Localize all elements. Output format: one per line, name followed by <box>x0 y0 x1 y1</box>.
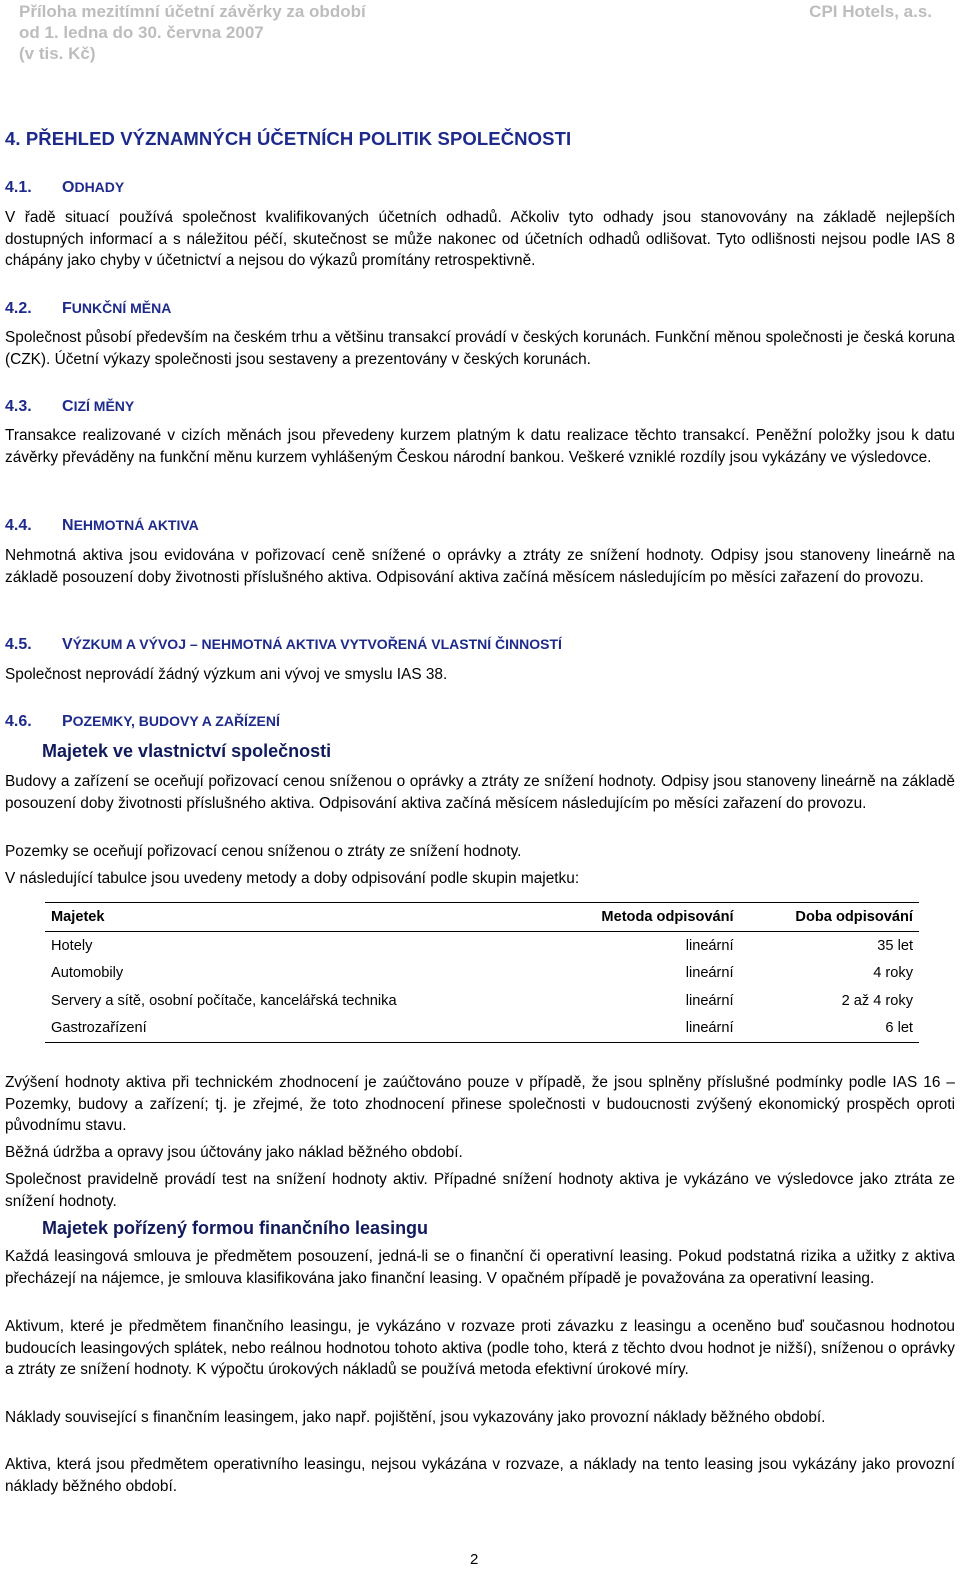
subheading-finance-lease: Majetek pořízený formou finančního leasingu <box>42 1218 429 1238</box>
cell-period: 35 let <box>877 937 913 954</box>
paragraph-4-3: Transakce realizované v cizích měnách jsou převedeny kurzem platným k datu realizace těchto transakcí. Peněžní položky jsou k datu závěrky převáděny na funkční měnu kurzem vyhlášeným Českou národní bankou. Veškeré vzniklé rozdíly jsou vykázány ve výsledovce. <box>5 427 955 466</box>
cell-period: 6 let <box>740 1015 919 1043</box>
header-title-line3: (v tis. Kč) <box>19 44 96 63</box>
heading-initial: N <box>62 517 74 534</box>
paragraph-4-6-10: Aktiva, která jsou předmětem operativního leasingu, nejsou vykázána v rozvaze, a náklady na tento leasing jsou vykázány jako provozní náklady běžného období. <box>5 1456 955 1495</box>
heading-number: 4.2. <box>5 300 32 317</box>
heading-4-5 <box>5 636 562 654</box>
cell-period: 2 až 4 roky <box>841 992 913 1009</box>
heading-4-1 <box>5 179 124 197</box>
paragraph-4-4: Nehmotná aktiva jsou evidována v pořizovací ceně snížené o oprávky a ztráty ze snížení hodnoty. Odpisy jsou stanoveny lineárně na základě posouzení doby životnosti příslušného aktiva. Odpisování aktiva začíná měsícem následujícím po měsíci zařazení do provozu. <box>5 547 955 586</box>
heading-number: 4.4. <box>5 517 32 534</box>
section-title: 4. PŘEHLED VÝZNAMNÝCH ÚČETNÍCH POLITIK SPOLEČNOSTI <box>5 128 572 149</box>
paragraph-4-5: Společnost neprovádí žádný výzkum ani vývoj ve smyslu IAS 38. <box>5 666 448 683</box>
page-number: 2 <box>470 1551 479 1568</box>
depreciation-table <box>45 902 919 1043</box>
heading-rest: EHMOTNÁ AKTIVA <box>73 517 199 533</box>
header-title-line2: od 1. ledna do 30. června 2007 <box>19 23 264 42</box>
heading-rest: OZEMKY, BUDOVY A ZAŘÍZENÍ <box>72 713 280 729</box>
subheading-owned-assets: Majetek ve vlastnictví společnosti <box>42 741 332 761</box>
heading-4-6 <box>5 713 280 731</box>
cell-asset: Gastrozařízení <box>45 1015 540 1043</box>
heading-number: 4.5. <box>5 636 32 653</box>
paragraph-4-6-4: Zvýšení hodnoty aktiva při technickém zhodnocení je zaúčtováno pouze v případě, že jsou splněny příslušné podmínky podle IAS 16 – Pozemky, budovy a zařízení; tj. je zřejmé, že toto zhodnocení přinese společnosti v budoucnosti zvýšený ekonomický prospěch oproti původnímu stavu. <box>5 1074 955 1135</box>
paragraph-4-6-1: Budovy a zařízení se oceňují pořizovací cenou sníženou o oprávky a ztráty ze snížení hodnoty. Odpisy jsou stanoveny lineárně na základě posouzení doby životnosti příslušného aktiva. Odpisování aktiva začíná měsícem následujícím po měsíci zařazení do provozu. <box>5 773 955 812</box>
paragraph-4-6-6: Společnost pravidelně provádí test na snížení hodnoty aktiv. Případné snížení hodnoty aktiva je vykázáno ve výsledovce jako ztráta ze snížení hodnoty. <box>5 1171 955 1210</box>
paragraph-4-6-7: Každá leasingová smlouva je předmětem posouzení, jedná-li se o finanční či operativní leasing. Pokud podstatná rizika a užitky z aktiva přecházejí na nájemce, je smlouva klasifikována jako finanční leasing. V opačném případě je považována za operativní leasing. <box>5 1248 955 1287</box>
paragraph-4-1: V řadě situací používá společnost kvalifikovaných účetních odhadů. Ačkoliv tyto odhady jsou stanovovány na základě nejlepších dostupných informací a s náležitou péčí, skutečnost se může nakonec od účetních odhadů odlišovat. Tyto odlišnosti nejsou podle IAS 8 chápány jako chyby v účetnictví a nejsou do výkazů promítány retrospektivně. <box>5 209 955 270</box>
heading-number: 4.3. <box>5 398 32 415</box>
paragraph-4-6-8: Aktivum, které je předmětem finančního leasingu, je vykázáno v rozvaze proti závazku z leasingu a oceněno buď současnou hodnotou budoucích leasingových splátek, nebo reálnou hodnotou tohoto aktiva (podle toho, která z těchto dvou hodnot je nižší), sníženou o oprávky a ztráty ze snížení hodnoty. K výpočtu úrokových nákladů se používá metoda efektivní úrokové míry. <box>5 1318 955 1379</box>
table-row <box>45 1015 919 1043</box>
heading-initial: C <box>62 398 74 415</box>
heading-initial: V <box>62 636 73 653</box>
cell-asset: Automobily <box>51 965 124 982</box>
paragraph-4-6-3: V následující tabulce jsou uvedeny metody a doby odpisování podle skupin majetku: <box>5 870 580 887</box>
heading-4-4 <box>5 517 199 535</box>
heading-rest: DHADY <box>74 179 125 195</box>
heading-number: 4.6. <box>5 713 32 730</box>
column-header-period: Doba odpisování <box>740 903 919 932</box>
cell-method: lineární <box>685 992 734 1009</box>
table-row <box>45 932 919 960</box>
paragraph-4-2: Společnost působí především na českém trhu a většinu transakcí provádí v českých korunách. Funkční měnou společnosti je česká koruna (CZK). Účetní výkazy společnosti jsou sestaveny a prezentovány v českých korunách. <box>5 329 955 368</box>
header-title-line1: Příloha mezitímní účetní závěrky za období <box>19 2 366 21</box>
heading-4-3 <box>5 398 134 416</box>
table-row <box>45 960 919 988</box>
heading-rest: ÝZKUM A VÝVOJ – NEHMOTNÁ AKTIVA VYTVOŘENÁ VLASTNÍ ČINNOSTÍ <box>72 636 562 652</box>
heading-initial: P <box>62 713 73 730</box>
paragraph-4-6-9: Náklady související s finančním leasingem, jako např. pojištění, jsou vykazovány jako provozní náklady běžného období. <box>5 1409 826 1426</box>
column-header-asset: Majetek <box>45 903 540 932</box>
header-left <box>19 1 366 64</box>
cell-method: lineární <box>540 1015 740 1043</box>
paragraph-4-6-5: Běžná údržba a opravy jsou účtovány jako náklad běžného období. <box>5 1144 463 1161</box>
cell-asset: Servery a sítě, osobní počítače, kancelářská technika <box>51 992 397 1009</box>
cell-method: lineární <box>685 937 734 954</box>
column-header-method: Metoda odpisování <box>540 903 740 932</box>
heading-rest: UNKČNÍ MĚNA <box>71 300 172 316</box>
heading-number: 4.1. <box>5 179 32 196</box>
table-header-row <box>45 903 919 932</box>
cell-asset: Hotely <box>51 937 93 954</box>
header-company: CPI Hotels, a.s. <box>809 2 932 21</box>
table-row <box>45 987 919 1015</box>
paragraph-4-6-2: Pozemky se oceňují pořizovací cenou sníženou o ztráty ze snížení hodnoty. <box>5 843 522 860</box>
cell-period: 4 roky <box>873 965 913 982</box>
heading-rest: IZÍ MĚNY <box>73 398 135 414</box>
heading-initial: F <box>62 300 72 317</box>
heading-initial: O <box>62 179 75 196</box>
heading-4-2 <box>5 300 171 318</box>
cell-method: lineární <box>685 965 734 982</box>
